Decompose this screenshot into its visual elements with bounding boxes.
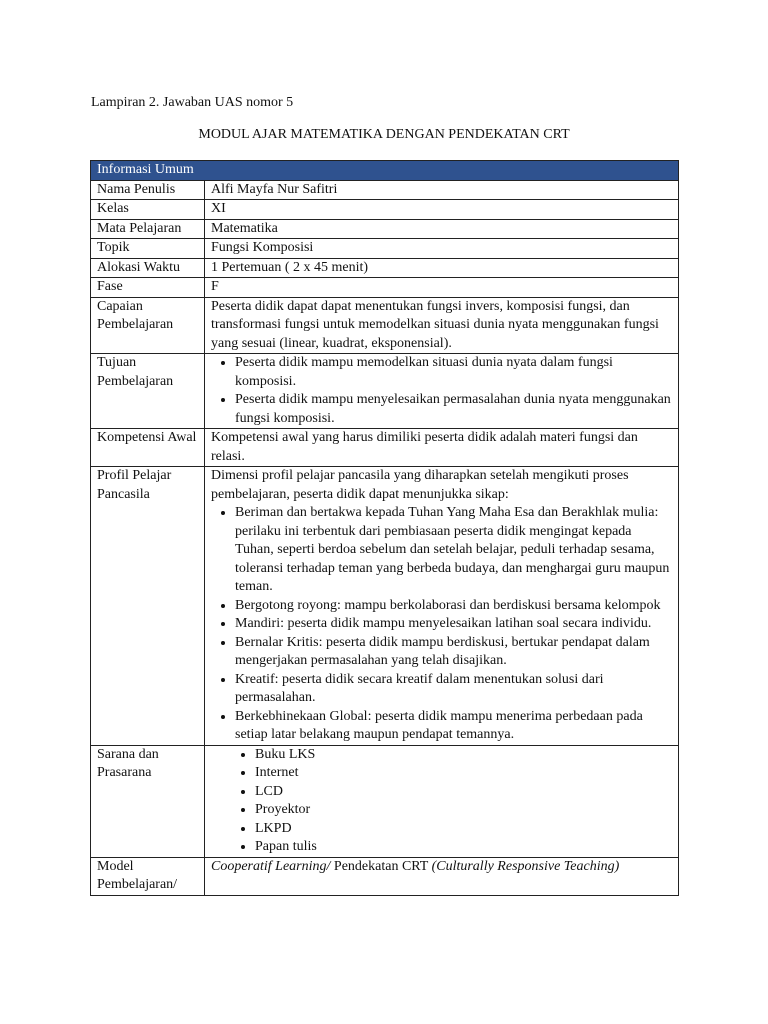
- list-item: • Bernalar Kritis: peserta didik mampu berdiskusi, bertukar pendapat dalam mengerjakan permasalahan yang telah disajikan.: [235, 634, 672, 671]
- tujuan-list: [211, 354, 672, 428]
- table-row: [91, 429, 679, 467]
- table-row: [91, 745, 679, 857]
- row-value: Kompetensi awal yang harus dimiliki peserta didik adalah materi fungsi dan relasi.: [205, 429, 679, 467]
- row-value: XI: [205, 200, 679, 220]
- table-row: [91, 467, 679, 746]
- module-info-table: [90, 160, 679, 896]
- list-item: • Mandiri: peserta didik mampu menyelesaikan latihan soal secara individu.: [235, 615, 672, 634]
- attachment-label: Lampiran 2. Jawaban UAS nomor 5: [91, 95, 294, 110]
- row-label: Alokasi Waktu: [91, 258, 205, 278]
- list-item: • Berkebhinekaan Global: peserta didik mampu menerima perbedaan pada setiap latar belakang maupun pendapat temannya.: [235, 708, 672, 745]
- list-item: • Bergotong royong: mampu berkolaborasi dan berdiskusi bersama kelompok: [235, 597, 672, 616]
- profil-list: [211, 504, 672, 745]
- list-item: • LCD: [255, 783, 672, 802]
- row-value: [205, 745, 679, 857]
- table-row: [91, 297, 679, 354]
- row-value: Peserta didik dapat dapat menentukan fungsi invers, komposisi fungsi, dan transformasi fungsi untuk memodelkan situasi dunia nyata menggunakan fungsi yang sesuai (linear, kuadrat, eksponensial).: [205, 297, 679, 354]
- table-header-row: [91, 161, 679, 181]
- row-label: Capaian Pembelajaran: [91, 297, 205, 354]
- list-item: • LKPD: [255, 820, 672, 839]
- list-item: • Peserta didik mampu menyelesaikan permasalahan dunia nyata menggunakan fungsi komposisi.: [235, 391, 672, 428]
- row-value: F: [205, 278, 679, 298]
- list-item: • Kreatif: peserta didik secara kreatif dalam menentukan solusi dari permasalahan.: [235, 671, 672, 708]
- table-row: [91, 219, 679, 239]
- row-value: [205, 857, 679, 895]
- row-value: 1 Pertemuan ( 2 x 45 menit): [205, 258, 679, 278]
- table-row: [91, 180, 679, 200]
- profil-intro: Dimensi profil pelajar pancasila yang diharapkan setelah mengikuti proses pembelajaran, peserta didik dapat menunjukka sikap:: [211, 468, 629, 502]
- row-value: Alfi Mayfa Nur Safitri: [205, 180, 679, 200]
- list-item: • Proyektor: [255, 801, 672, 820]
- list-item: • Peserta didik mampu memodelkan situasi dunia nyata dalam fungsi komposisi.: [235, 354, 672, 391]
- table-row: [91, 857, 679, 895]
- row-label: Sarana dan Prasarana: [91, 745, 205, 857]
- row-value: Matematika: [205, 219, 679, 239]
- document-title: MODUL AJAR MATEMATIKA DENGAN PENDEKATAN CRT: [198, 127, 570, 142]
- model-italic-1: Cooperatif Learning/: [211, 858, 331, 874]
- table-row: [91, 278, 679, 298]
- row-label: Mata Pelajaran: [91, 219, 205, 239]
- table-header: Informasi Umum: [91, 161, 679, 181]
- model-italic-2: (Culturally Responsive Teaching): [431, 858, 620, 874]
- sarana-list: [211, 746, 672, 857]
- list-item: • Beriman dan bertakwa kepada Tuhan Yang Maha Esa dan Berakhlak mulia: perilaku ini terbentuk dari pembiasaan peserta didik mengingat kepada Tuhan, seperti berdoa sebelum dan setelah belajar, peduli terhadap sesama, toleransi terhadap teman yang berbeda budaya, dan menghargai guru maupun teman.: [235, 504, 672, 597]
- row-label: Kelas: [91, 200, 205, 220]
- table-row: [91, 200, 679, 220]
- model-plain: Pendekatan CRT: [330, 858, 432, 874]
- row-label: Fase: [91, 278, 205, 298]
- row-label: Profil Pelajar Pancasila: [91, 467, 205, 746]
- table-row: [91, 239, 679, 259]
- row-label: Model Pembelajaran/: [91, 857, 205, 895]
- row-value: [205, 467, 679, 746]
- list-item: • Buku LKS: [255, 746, 672, 765]
- row-value: [205, 354, 679, 429]
- list-item: • Papan tulis: [255, 838, 672, 857]
- row-label: Kompetensi Awal: [91, 429, 205, 467]
- list-item: • Internet: [255, 764, 672, 783]
- row-value: Fungsi Komposisi: [205, 239, 679, 259]
- row-label: Topik: [91, 239, 205, 259]
- table-row: [91, 354, 679, 429]
- table-row: [91, 258, 679, 278]
- row-label: Nama Penulis: [91, 180, 205, 200]
- row-label: Tujuan Pembelajaran: [91, 354, 205, 429]
